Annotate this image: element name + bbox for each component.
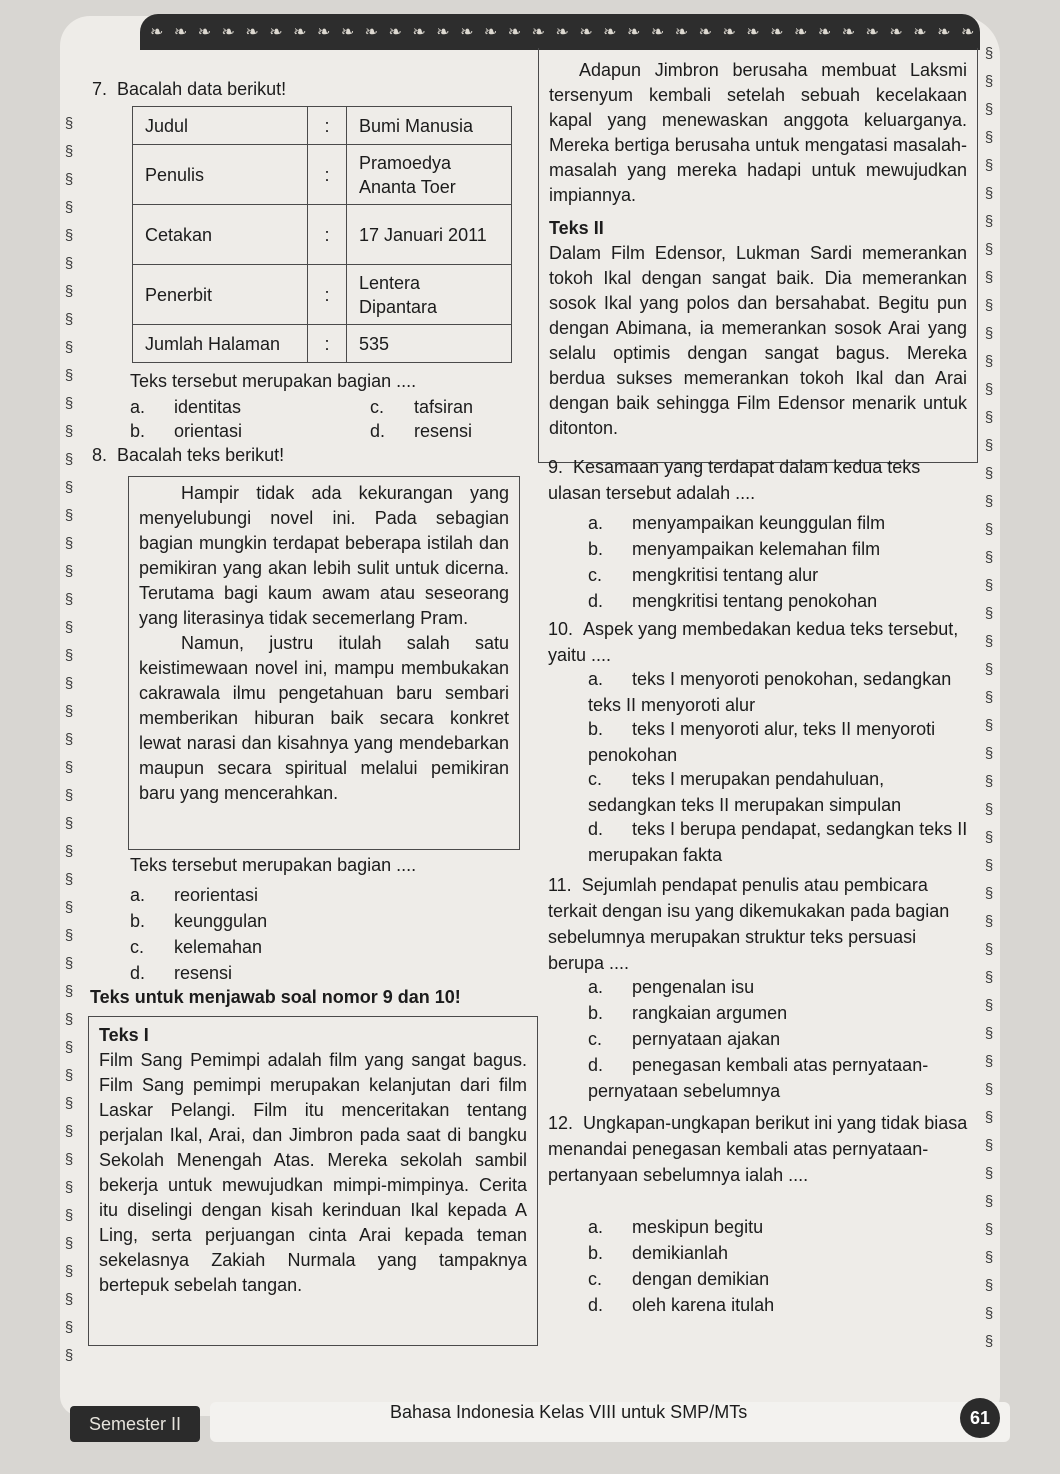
table-row: Jumlah Halaman : 535: [133, 325, 512, 363]
text-two-title: Teks II: [549, 218, 604, 238]
q10-option-a[interactable]: a. teks I menyoroti penokohan, sedangkan teks II menyoroti alur: [588, 669, 952, 715]
table-row: Penerbit : Lentera Dipantara: [133, 265, 512, 325]
q8-paragraph-2: Namun, justru itulah salah satu keistimewaan novel ini, mampu membukakan cakrawala ilmu pengetahuan baru sembari memberikan hiburan baik secara konkret lewat narasi dan kisahnya yang mendebarkan maupun secara spiritual melalui pemikiran baru yang mencerahkan.: [139, 633, 509, 803]
table-row: Cetakan : 17 Januari 2011: [133, 205, 512, 265]
left-ornament-border: § § § § § § § § § § § § § § § § § § § § § § § § § § § § § § § § § § § § § § § § § § § § §: [64, 115, 74, 1364]
q9-option-a[interactable]: a. menyampaikan keunggulan film: [588, 513, 886, 533]
q7-option-c[interactable]: c. tafsiran: [370, 397, 474, 417]
ornament-pattern: ❧ ❧ ❧ ❧ ❧ ❧ ❧ ❧ ❧ ❧ ❧ ❧ ❧ ❧ ❧ ❧ ❧ ❧ ❧ ❧ ❧ ❧ ❧ ❧ ❧ ❧ ❧ ❧ ❧ ❧ ❧ ❧ ❧ ❧ ❧: [150, 24, 978, 41]
q9-option-b[interactable]: b. menyampaikan kelemahan film: [588, 539, 881, 559]
q8-option-b[interactable]: b. keunggulan: [130, 911, 268, 931]
q10-question: 10. Aspek yang membedakan kedua teks tersebut, yaitu ....: [548, 619, 959, 665]
book-data-table: [132, 106, 512, 363]
q9-option-d[interactable]: d. mengkritisi tentang penokohan: [588, 591, 878, 611]
book-caption: Bahasa Indonesia Kelas VIII untuk SMP/MTs: [390, 1402, 748, 1422]
q12-question: 12. Ungkapan-ungkapan berikut ini yang tidak biasa menandai penegasan kembali atas pernyataan-pertanyaan sebelumnya ialah ....: [548, 1113, 968, 1185]
text-two-body: Dalam Film Edensor, Lukman Sardi memerankan tokoh Ikal dengan sangat baik. Dia memerankan sosok Ikal yang polos dan bersahabat. Begitu pun dengan Abimana, ia memerankan sosok Arai yang selalu optimis dengan sangat bagus. Mereka berdua sukses memerankan tokoh Ikal dan Arai dengan baik sehingga Film Edensor menarik untuk ditonton.: [549, 243, 967, 438]
page-number: 61: [960, 1398, 1000, 1438]
semester-label: Semester II: [70, 1406, 200, 1442]
top-ornament-band: [140, 14, 980, 50]
q7-question: Teks tersebut merupakan bagian ....: [130, 371, 417, 391]
q8-paragraph-1: Hampir tidak ada kekurangan yang menyelubungi novel ini. Pada sebagian bagian mungkin terdapat beberapa istilah dan pemikiran yang akan lebih sulit untuk dicerna. Terutama bagi kaum awam atau seseorang yang literasinya tidak secemerlang Pram.: [139, 483, 509, 628]
q7-option-d[interactable]: d. resensi: [370, 421, 473, 441]
text-one-box: [88, 1016, 538, 1346]
q9-option-c[interactable]: c. mengkritisi tentang alur: [588, 565, 819, 585]
q8-question: Teks tersebut merupakan bagian ....: [130, 855, 417, 875]
q10-option-c[interactable]: c. teks I merupakan pendahuluan, sedangkan teks II merupakan simpulan: [588, 769, 902, 815]
q10-option-b[interactable]: b. teks I menyoroti alur, teks II menyoroti penokohan: [588, 719, 936, 765]
q7-option-b[interactable]: b. orientasi: [130, 421, 243, 441]
table-row: Penulis : Pramoedya Ananta Toer: [133, 145, 512, 205]
text-one-title: Teks I: [99, 1025, 149, 1045]
q11-option-c[interactable]: c. pernyataan ajakan: [588, 1029, 781, 1049]
q11-question: 11. Sejumlah pendapat penulis atau pembicara terkait dengan isu yang dikemukakan pada bagian sebelumnya merupakan struktur teks persuasi berupa ....: [548, 875, 950, 973]
q7-option-a[interactable]: a. identitas: [130, 397, 242, 417]
q8-option-a[interactable]: a. reorientasi: [130, 885, 259, 905]
q8-option-c[interactable]: c. kelemahan: [130, 937, 263, 957]
text-continued-box: [538, 48, 978, 463]
q7-heading: 7. Bacalah data berikut!: [92, 79, 287, 99]
q8-heading: 8. Bacalah teks berikut!: [92, 445, 285, 465]
q11-option-a[interactable]: a. pengenalan isu: [588, 977, 755, 997]
table-row: Judul : Bumi Manusia: [133, 107, 512, 145]
q11-option-d[interactable]: d. penegasan kembali atas pernyataan-pernyataan sebelumnya: [588, 1055, 929, 1101]
right-ornament-border: § § § § § § § § § § § § § § § § § § § § § § § § § § § § § § § § § § § § § § § § § § § § § § §: [984, 45, 994, 1350]
q8-text-box: [128, 476, 520, 850]
q9-question: 9. Kesamaan yang terdapat dalam kedua teks ulasan tersebut adalah ....: [548, 457, 921, 503]
q12-option-d[interactable]: d. oleh karena itulah: [588, 1295, 775, 1315]
texts-heading: Teks untuk menjawab soal nomor 9 dan 10!: [90, 987, 461, 1007]
q12-option-b[interactable]: b. demikianlah: [588, 1243, 729, 1263]
text-one-body: Film Sang Pemimpi adalah film yang sangat bagus. Film Sang pemimpi merupakan kelanjutan dari film Laskar Pelangi. Film itu menceritakan tentang perjalan Ikal, Arai, dan Jimbron pada saat di bangku Sekolah Menengah Atas. Mereka sekolah sambil bekerja untuk mewujudkan mimpi-mimpinya. Cerita itu diselingi dengan kisah kerinduan Ikal kepada A Ling, serta perjuangan cinta Arai kepada teman sekelasnya Zakiah Nurmala yang tampaknya bertepuk sebelah tangan.: [99, 1050, 527, 1295]
q12-option-a[interactable]: a. meskipun begitu: [588, 1217, 764, 1237]
q8-option-d[interactable]: d. resensi: [130, 963, 233, 983]
text-one-continuation: Adapun Jimbron berusaha membuat Laksmi tersenyum kembali setelah sebuah kecelakaan kapal yang menewaskan anggota keluarganya. Mereka bertiga berusaha untuk mengatasi masalah-masalah yang mereka hadapi untuk mewujudkan impiannya.: [549, 60, 967, 205]
q11-option-b[interactable]: b. rangkaian argumen: [588, 1003, 788, 1023]
q10-option-d[interactable]: d. teks I berupa pendapat, sedangkan teks II merupakan fakta: [588, 819, 968, 865]
q12-option-c[interactable]: c. dengan demikian: [588, 1269, 770, 1289]
